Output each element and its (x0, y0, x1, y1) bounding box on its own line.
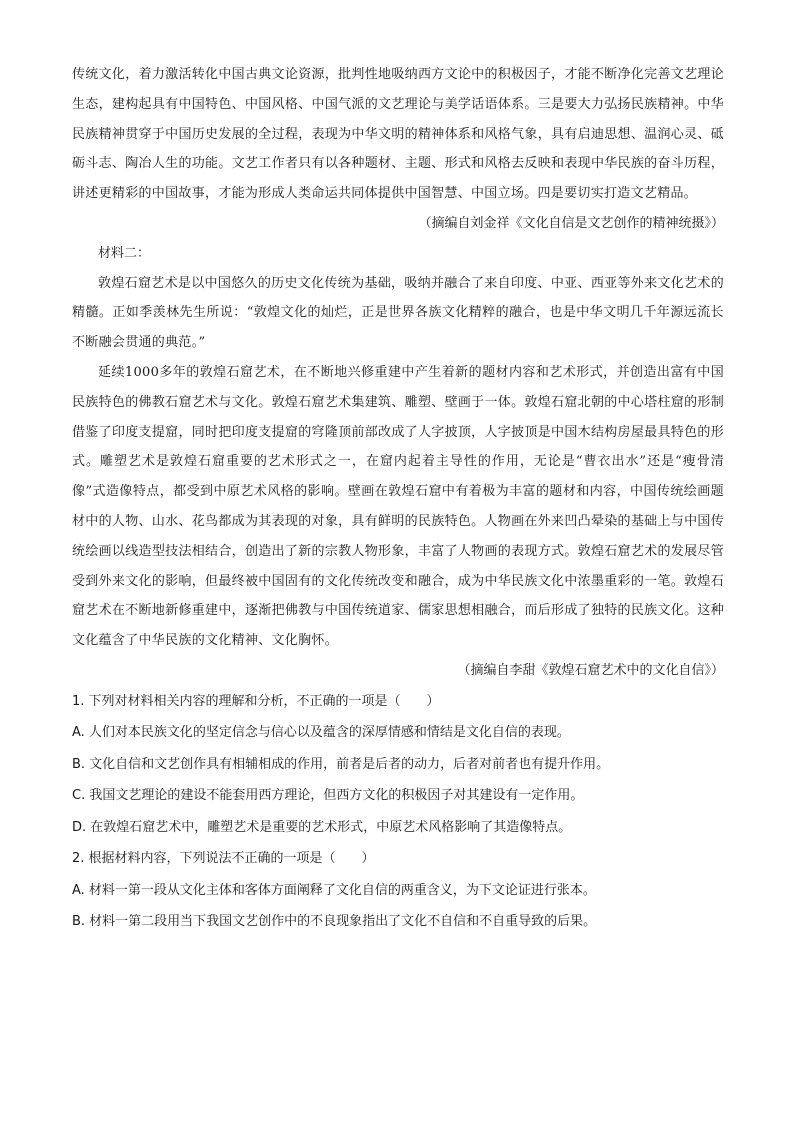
material1-paragraph: 传统文化，着力激活转化中国古典文论资源，批判性地吸纳西方文论中的积极因子，才能不断净化完善文艺理论生态，建构起具有中国特色、中国风格、中国气派的文艺理论与美学话语体系。三是要大力弘扬民族精神。中华民族精神贯穿于中国历史发展的全过程，表现为中华文明的精神体系和风格气象，具有启迪思想、温润心灵、砥砺斗志、陶冶人生的功能。文艺工作者只有以各种题材、主题、形式和风格去反映和表现中华民族的奋斗历程，讲述更精彩的中国故事，才能为形成人类命运共同体提供中国智慧、中国立场。四是要切实打造文艺精品。 (72, 67, 724, 202)
question-1: 1. 下列对材料相关内容的理解和分析，不正确的一项是（ ） (72, 693, 440, 709)
question-2-option-b: B. 材料一第二段用当下我国文艺创作中的不良现象指出了文化不自信和不自重导致的后果。 (72, 914, 597, 930)
question-2: 2. 根据材料内容，下列说法不正确的一项是（ ） (72, 851, 375, 867)
material1-source: （摘编自刘金祥《文化自信是文艺创作的精神统摄》） (418, 215, 724, 231)
question-1-option-d: D. 在敦煌石窟艺术中，雕塑艺术是重要的艺术形式，中原艺术风格影响了其造像特点。 (72, 819, 572, 835)
material2-paragraph-1: 敦煌石窟艺术是以中国悠久的历史文化传统为基础，吸纳并融合了来自印度、中亚、西亚等外来文化艺术的精髓。正如季羡林先生所说：“敦煌文化的灿烂，正是世界各族文化精粹的融合，也是中华文明几千年源远流长不断融会贯通的典范。” (72, 275, 724, 351)
question-2-option-a: A. 材料一第一段从文化主体和客体方面阐释了文化自信的两重含义，为下文论证进行张本。 (72, 882, 596, 898)
document-page (72, 60, 724, 938)
material2-source: （摘编自李甜《敦煌石窟艺术中的文化自信》） (457, 662, 724, 678)
question-1-option-b: B. 文化自信和文艺创作具有相辅相成的作用，前者是后者的动力，后者对前者也有提升作用。 (72, 756, 610, 772)
question-1-option-c: C. 我国文艺理论的建设不能套用西方理论，但西方文化的积极因子对其建设有一定作用。 (72, 788, 584, 804)
question-1-option-a: A. 人们对本民族文化的坚定信念与信心以及蕴含的深厚情感和情结是文化自信的表现。 (72, 725, 570, 741)
material2-label: 材料二： (98, 245, 151, 261)
material2-paragraph-2: 延续1000多年的敦煌石窟艺术，在不断地兴修重建中产生着新的题材内容和艺术形式，并创造出富有中国民族特色的佛教石窟艺术与文化。敦煌石窟艺术集建筑、雕塑、壁画于一体。敦煌石窟北朝的中心塔柱窟的形制借鉴了印度支提窟，同时把印度支提窟的穹隆顶前部改成了人字披顶，人字披顶是中国木结构房屋最具特色的形式。雕塑艺术是敦煌石窟重要的艺术形式之一，在窟内起着主导性的作用，无论是“曹衣出水”还是“瘦骨清像”式造像特点，都受到中原艺术风格的影响。壁画在敦煌石窟中有着极为丰富的题材和内容，中国传统绘画题材中的人物、山水、花鸟都成为其表现的对象，具有鲜明的民族特色。人物画在外来凹凸晕染的基础上与中国传统绘画以线造型技法相结合，创造出了新的宗教人物形象，丰富了人物画的表现方式。敦煌石窟艺术的发展尽管受到外来文化的影响，但最终被中国固有的文化传统改变和融合，成为中华民族文化中浓墨重彩的一笔。敦煌石窟艺术在不断地新修重建中，逐渐把佛教与中国传统道家、儒家思想相融合，而后形成了独特的民族文化。这种文化蕴含了中华民族的文化精神、文化胸怀。 (72, 364, 724, 649)
